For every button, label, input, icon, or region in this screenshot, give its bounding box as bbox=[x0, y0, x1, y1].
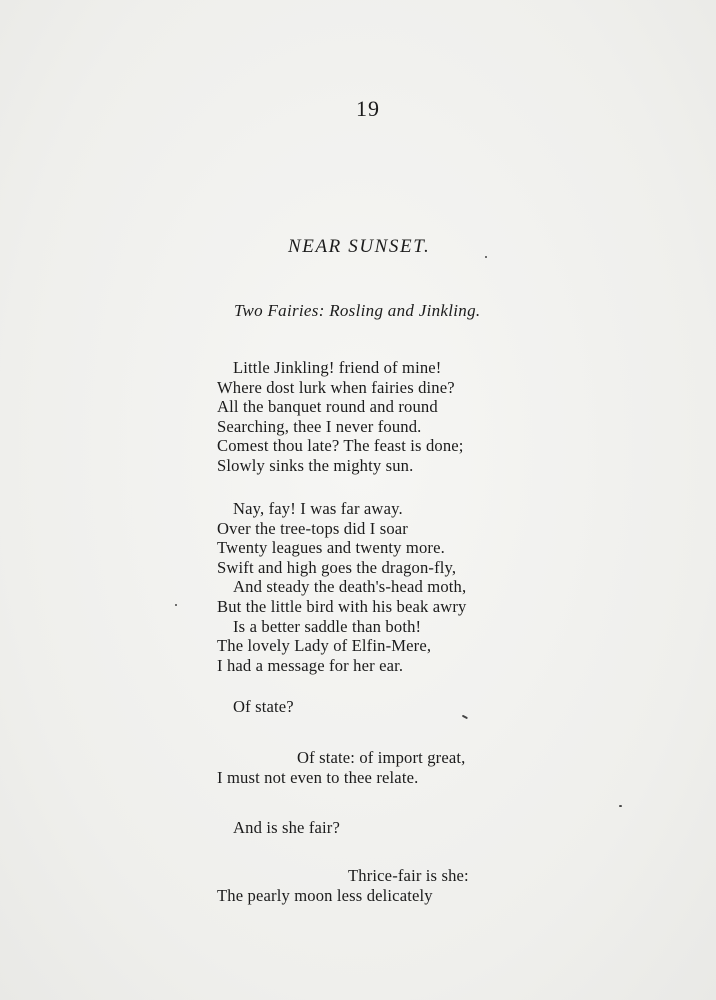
poem-line: All the banquet round and round bbox=[217, 397, 438, 417]
poem-line: I had a message for her ear. bbox=[217, 655, 404, 675]
poem-line: But the little bird with his beak awry bbox=[217, 596, 467, 616]
poem-line: Where dost lurk when fairies dine? bbox=[217, 377, 455, 397]
poem-line-thrice-fair: Thrice-fair is she: bbox=[348, 866, 469, 885]
poem-line-pearly-moon: The pearly moon less delicately bbox=[217, 886, 433, 905]
print-speck bbox=[485, 256, 487, 258]
page-number: 19 bbox=[356, 96, 380, 121]
poem-subtitle: Two Fairies: Rosling and Jinkling. bbox=[234, 301, 481, 320]
poem-line-of-state-answer: Of state: of import great, bbox=[297, 748, 466, 767]
poem-title: NEAR SUNSET. bbox=[288, 236, 431, 257]
poem-line: Slowly sinks the mighty sun. bbox=[217, 455, 414, 475]
poem-line: And steady the death's-head moth, bbox=[233, 577, 467, 597]
stanza-1 bbox=[217, 358, 464, 476]
poem-line-of-state-question: Of state? bbox=[233, 697, 294, 716]
poem-line: Little Jinkling! friend of mine! bbox=[233, 358, 442, 377]
poem-line: Searching, thee I never found. bbox=[217, 416, 422, 436]
print-speck bbox=[619, 805, 622, 807]
stanza-2 bbox=[217, 499, 467, 675]
poem-line: Is a better saddle than both! bbox=[233, 616, 422, 636]
poem-line-must-not: I must not even to thee relate. bbox=[217, 768, 419, 787]
print-speck bbox=[175, 604, 177, 606]
poem-line-is-she-fair: And is she fair? bbox=[233, 818, 341, 837]
poem-line: The lovely Lady of Elfin-Mere, bbox=[217, 636, 432, 656]
print-speck bbox=[462, 715, 468, 719]
poem-line: Nay, fay! I was far away. bbox=[233, 499, 403, 518]
poem-line: Swift and high goes the dragon-fly, bbox=[217, 557, 457, 577]
poem-line: Twenty leagues and twenty more. bbox=[217, 538, 445, 558]
poem-line: Comest thou late? The feast is done; bbox=[217, 436, 464, 456]
poem-line: Over the tree-tops did I soar bbox=[217, 518, 408, 538]
